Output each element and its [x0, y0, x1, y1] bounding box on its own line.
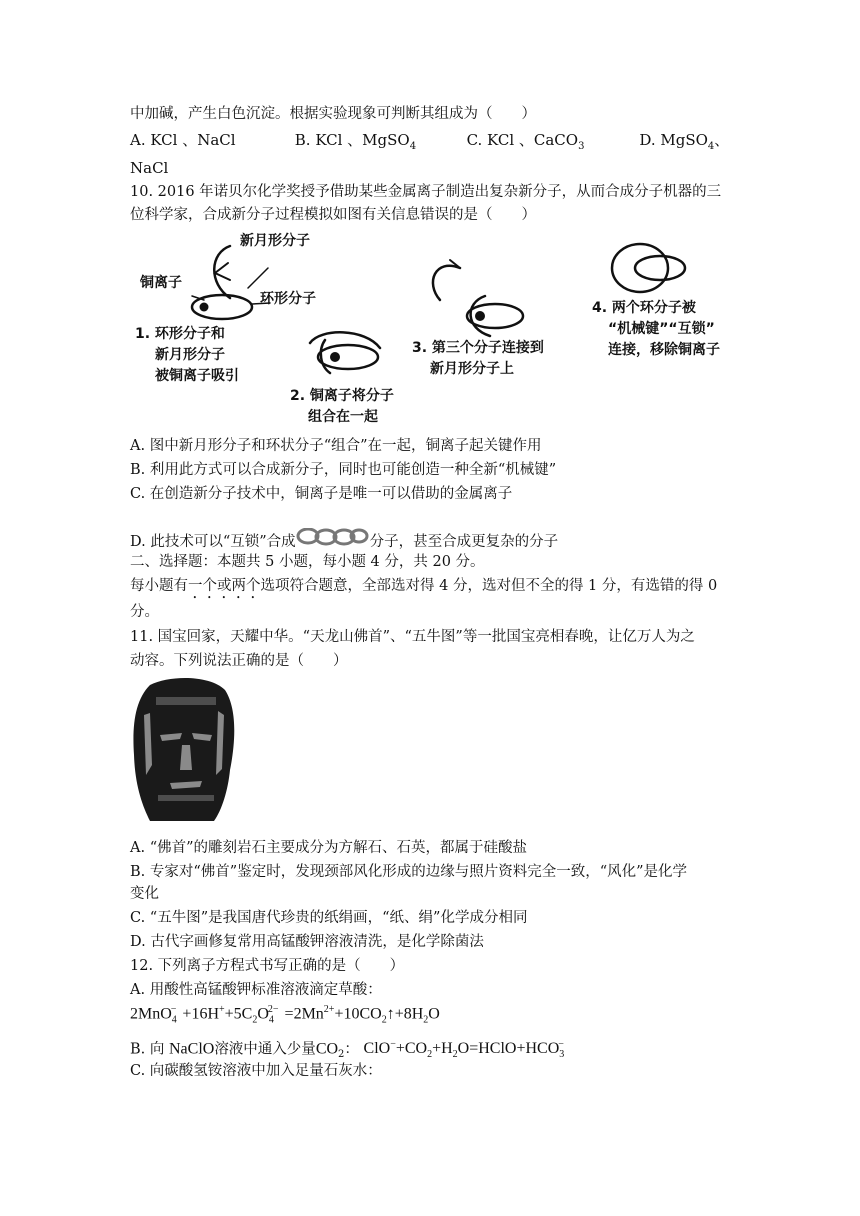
section2-title: 二、选择题：本题共 5 小题，每小题 4 分，共 20 分。	[130, 554, 485, 570]
q9-options-row	[130, 130, 729, 157]
q11-option-c: C. “五牛图”是我国唐代珍贵的纸绢画，“纸、绢”化学成分相同	[130, 910, 528, 926]
q10-stem-line1: 10. 2016 年诺贝尔化学奖授予借助某些金属离子制造出复杂新分子，从而合成分子机器的三	[130, 184, 722, 200]
q11-option-b-line1: B. 专家对“佛首”鉴定时，发现颈部风化形成的边缘与照片资料完全一致，“风化”是化学	[130, 864, 688, 880]
q11-stem-line1: 11. 国宝回家，天耀中华。“天龙山佛首”、“五牛图”等一批国宝亮相春晚，让亿万人为之	[130, 629, 695, 645]
copper-ion-1	[200, 303, 209, 312]
section2-rule: 每小题有一个或两个选项符合题意，全部选对得 4 分，选对但不全的得 1 分，有选错的得 0	[130, 578, 718, 594]
label-crescent: 新月形分子	[240, 233, 310, 249]
q9-option-d: D. MgSO$_4$、	[639, 131, 730, 152]
buddha-head-image	[130, 675, 242, 825]
q11-option-b-line2: 变化	[130, 886, 159, 902]
q9-continuation: 中加碱，产生白色沉淀。根据实验现象可判断其组成为（ ）	[130, 106, 536, 122]
q9-option-b: B. KCl 、MgSO$_4$	[294, 131, 417, 152]
q10-molecule-figure	[130, 228, 750, 433]
step1-line3: 被铜离子吸引	[155, 368, 239, 384]
ring-molecule-2	[318, 345, 378, 369]
q9-option-a: A. KCl 、NaCl	[130, 131, 236, 149]
q10-option-b: B. 利用此方式可以合成新分子，同时也可能创造一种全新“机械键”	[130, 462, 557, 478]
q12-stem: 12. 下列离子方程式书写正确的是（ ）	[130, 958, 405, 974]
label-ring: 环形分子	[260, 291, 316, 307]
step4-line3: 连接，移除铜离子	[608, 342, 720, 358]
copper-ion-3	[475, 311, 485, 321]
step1-line1: 1. 环形分子和	[135, 326, 225, 342]
step2-line1: 2. 铜离子将分子	[290, 388, 394, 404]
q10-option-a: A. 图中新月形分子和环状分子“组合”在一起，铜离子起关键作用	[130, 438, 542, 454]
q10-option-d: D. 此技术可以“互锁”合成 分子，甚至合成更复杂的分子	[130, 528, 558, 552]
step3-line2: 新月形分子上	[430, 361, 514, 377]
q12-option-b: B. 向 NaClO溶液中通入少量$CO_2$： $ClO^-+CO_2+H_2O=HClO+HCO_3^-$	[130, 1039, 565, 1061]
q9-option-d-wrap: NaCl	[130, 159, 169, 177]
interlocked-ring-b	[635, 256, 685, 280]
q12-option-a-text: A. 用酸性高锰酸钾标准溶液滴定草酸：	[130, 982, 382, 998]
label-copper: 铜离子	[140, 275, 182, 291]
crescent-molecule-3	[433, 266, 460, 300]
step4-line1: 4. 两个环分子被	[592, 300, 696, 316]
q10-stem-line2: 位科学家，合成新分子过程模拟如图有关信息错误的是（ ）	[130, 207, 536, 223]
q11-option-a: A. “佛首”的雕刻岩石主要成分为方解石、石英，都属于硅酸盐	[130, 840, 528, 856]
step4-line2: “机械键”“互锁”	[608, 321, 715, 337]
step2-line2: 组合在一起	[308, 409, 378, 425]
q11-option-d: D. 古代字画修复常用高锰酸钾溶液清洗，是化学除菌法	[130, 934, 484, 950]
q9-option-c: C. KCl 、CaCO$_3$	[466, 131, 585, 152]
chain-molecule-icon	[296, 528, 370, 550]
q12-option-c: C. 向碳酸氢铵溶液中加入足量石灰水：	[130, 1063, 382, 1079]
section2-rule-wrap: 分。	[130, 604, 159, 620]
copper-ion-2	[330, 352, 340, 362]
q11-stem-line2: 动容。下列说法正确的是（ ）	[130, 653, 348, 669]
interlocked-ring-a	[612, 244, 668, 292]
q10-option-c: C. 在创造新分子技术中，铜离子是唯一可以借助的金属离子	[130, 486, 513, 502]
step1-line2: 新月形分子	[155, 347, 225, 363]
q12-option-a-equation: $2MnO_4^- +16H^++5C_2O_4^{2-}$ $=2Mn^{2+}+10CO_2↑+8H_2O$	[130, 1004, 440, 1026]
step3-line1: 3. 第三个分子连接到	[412, 340, 544, 356]
